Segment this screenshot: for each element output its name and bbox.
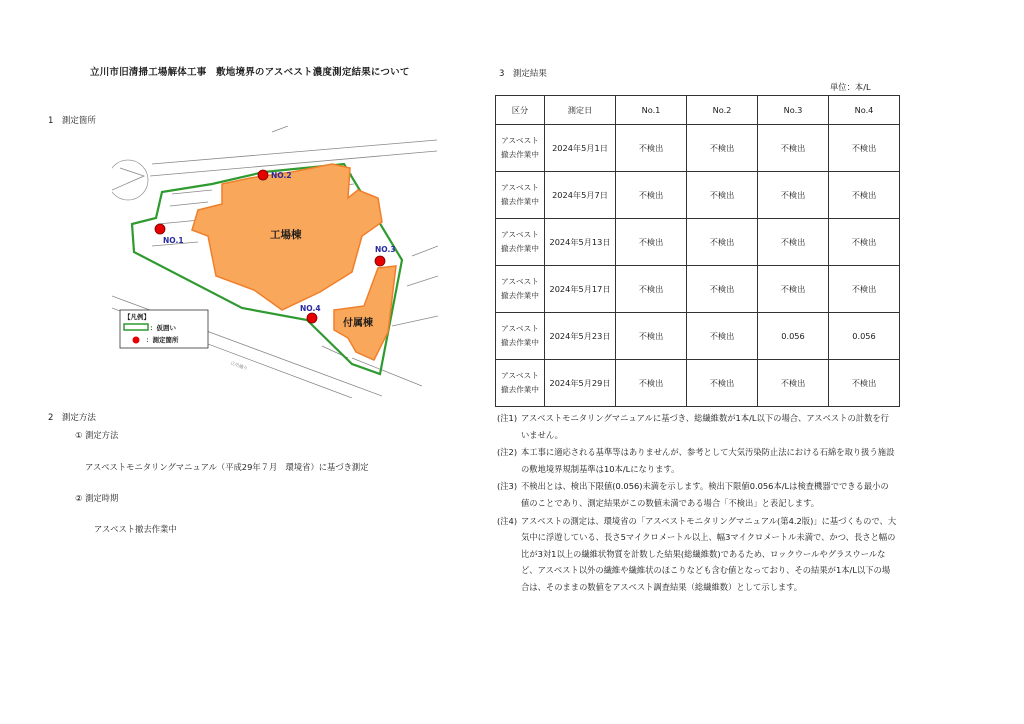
table-row (496, 219, 900, 266)
results-table (495, 95, 900, 407)
category-cell: アスベスト 撤去作業中 (496, 360, 545, 407)
value-cell: 不検出 (829, 360, 900, 407)
measurement-point-no4 (307, 313, 317, 323)
main-building-label: 工場棟 (270, 229, 302, 241)
header-no4: No.4 (829, 96, 900, 125)
note-label: (注3) (497, 481, 518, 492)
section3-heading: 3 測定結果 (499, 69, 547, 79)
value-cell: 不検出 (829, 172, 900, 219)
value-cell: 不検出 (616, 219, 687, 266)
note-text: 不検出とは、検出下限値(0.056)未満を示します。検出下限値0.056本/Lは検査機器でできる最小の値のことであり、測定結果がこの数値未満である場合「不検出」と表記します。 (521, 481, 889, 508)
value-cell: 不検出 (758, 125, 829, 172)
header-category: 区分 (496, 96, 545, 125)
timing-text: アスベスト撤去作業中 (94, 524, 177, 534)
section1-heading: 1 測定箇所 (48, 116, 96, 126)
header-no3: No.3 (758, 96, 829, 125)
value-cell: 不検出 (758, 172, 829, 219)
table-row (496, 266, 900, 313)
value-cell: 不検出 (687, 125, 758, 172)
page-title: 立川市旧清掃工場解体工事 敷地境界のアスベスト濃度測定結果について (90, 67, 410, 78)
road-label: 立川通り (229, 361, 248, 373)
value-cell: 不検出 (687, 219, 758, 266)
value-cell: 不検出 (829, 266, 900, 313)
table-row (496, 360, 900, 407)
category-cell: アスベスト 撤去作業中 (496, 219, 545, 266)
map-legend (120, 310, 208, 348)
value-cell: 不検出 (829, 219, 900, 266)
point-label-no3: NO.3 (375, 245, 396, 254)
annex-building-label: 付属棟 (343, 318, 373, 329)
section2-heading: 2 測定方法 (48, 413, 96, 423)
value-cell: 0.056 (758, 313, 829, 360)
date-cell: 2024年5月1日 (545, 125, 616, 172)
measurement-point-no1 (155, 224, 165, 234)
value-cell: 不検出 (616, 313, 687, 360)
category-cell: アスベスト 撤去作業中 (496, 313, 545, 360)
note-text: アスベストの測定は、環境省の「アスベストモニタリングマニュアル(第4.2版)」に基づくもので、大気中に浮遊している、長さ5マイクロメートル以上、幅3マイクロメートル未満で、かつ、長さと幅の比が3対1以上の繊維状物質を計数した結果(総繊維数)であるため、ロックウールやグラスウールなど、アスベスト以外の繊維や繊維状のほこりなども含む値となっており、その結果が1本/L以下の場合は、そのままの数値をアスベスト調査結果（総繊維数）として示します。 (521, 515, 897, 592)
table-row (496, 125, 900, 172)
timing-subheading: ② 測定時期 (75, 493, 119, 503)
value-cell: 不検出 (687, 172, 758, 219)
header-no1: No.1 (616, 96, 687, 125)
note-item (497, 513, 897, 596)
note-item (497, 478, 897, 511)
value-cell: 不検出 (758, 266, 829, 313)
table-row (496, 313, 900, 360)
header-no2: No.2 (687, 96, 758, 125)
value-cell: 不検出 (616, 125, 687, 172)
note-label: (注4) (497, 515, 518, 526)
value-cell: 不検出 (687, 313, 758, 360)
category-cell: アスベスト 撤去作業中 (496, 172, 545, 219)
category-cell: アスベスト 撤去作業中 (496, 125, 545, 172)
value-cell: 不検出 (758, 219, 829, 266)
notes-list (497, 410, 897, 597)
header-date: 測定日 (545, 96, 616, 125)
legend-point-label: ：測定箇所 (146, 336, 179, 344)
method-text: アスベストモニタリングマニュアル（平成29年７月 環境省）に基づき測定 (85, 462, 369, 472)
value-cell: 不検出 (616, 360, 687, 407)
note-label: (注1) (497, 413, 518, 423)
table-row (496, 172, 900, 219)
category-cell: アスベスト 撤去作業中 (496, 266, 545, 313)
note-text: アスベストモニタリングマニュアルに基づき、総繊維数が1本/L以下の場合、アスベストの計数を行いません。 (521, 413, 889, 440)
date-cell: 2024年5月29日 (545, 360, 616, 407)
legend-fence-label: ：仮囲い (150, 324, 176, 332)
point-label-no1: NO.1 (163, 236, 184, 245)
date-cell: 2024年5月17日 (545, 266, 616, 313)
annex-building-shape (334, 266, 396, 360)
value-cell: 不検出 (616, 172, 687, 219)
date-cell: 2024年5月7日 (545, 172, 616, 219)
table-header-row (496, 96, 900, 125)
point-label-no2: NO.2 (271, 171, 292, 180)
note-item (497, 410, 897, 443)
measurement-point-no2 (258, 170, 268, 180)
unit-label: 単位：本/L (830, 82, 871, 92)
note-item (497, 444, 897, 477)
legend-title: 【凡例】 (124, 313, 150, 321)
note-text: 本工事に適応される基準等はありませんが、参考として大気汚染防止法における石綿を取り扱う施設の敷地境界規制基準は10本/Lになります。 (521, 447, 895, 474)
value-cell: 不検出 (687, 360, 758, 407)
point-label-no4: NO.4 (300, 304, 321, 313)
method-subheading: ① 測定方法 (75, 430, 119, 440)
value-cell: 0.056 (829, 313, 900, 360)
site-map (112, 126, 438, 398)
date-cell: 2024年5月23日 (545, 313, 616, 360)
legend-point-swatch (133, 337, 140, 344)
date-cell: 2024年5月13日 (545, 219, 616, 266)
value-cell: 不検出 (687, 266, 758, 313)
value-cell: 不検出 (829, 125, 900, 172)
value-cell: 不検出 (758, 360, 829, 407)
value-cell: 不検出 (616, 266, 687, 313)
measurement-point-no3 (375, 256, 385, 266)
note-label: (注2) (497, 447, 518, 458)
